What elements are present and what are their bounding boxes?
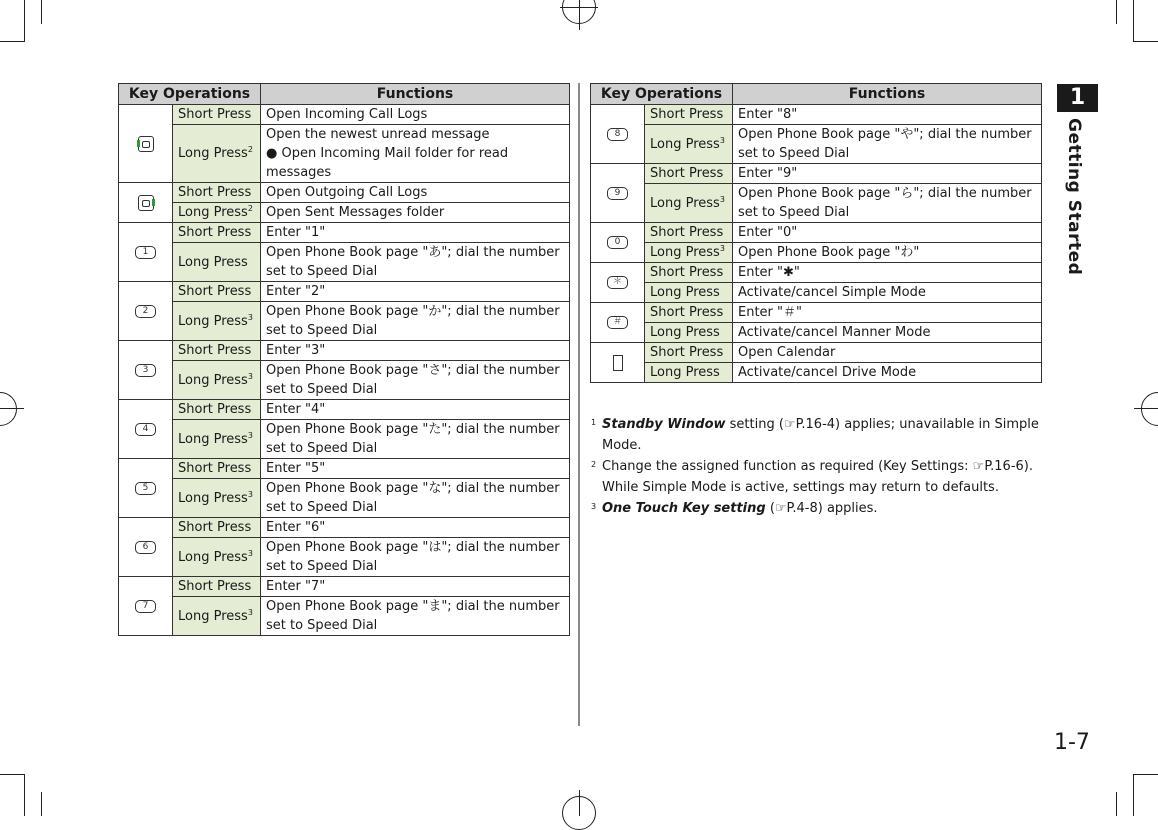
short-press-label: Short Press (645, 343, 733, 363)
function-text: Enter "＃" (733, 303, 1042, 323)
outgoing-mail-key (119, 183, 173, 223)
key-9-icon: 9 (607, 187, 628, 200)
footnote-3-term: One Touch Key setting (602, 501, 766, 516)
long-press-label: Long Press$^3$ (173, 302, 261, 341)
crop-mark (1116, 792, 1117, 816)
key-4 (119, 400, 173, 459)
short-press-label: Short Press (173, 341, 261, 361)
registration-line (1134, 408, 1158, 409)
outgoing-mail-key-icon (138, 195, 154, 211)
function-text: Open Sent Messages folder (261, 203, 570, 223)
crop-mark (41, 0, 42, 24)
table-row (591, 223, 1042, 243)
page-number: 1-7 (1054, 730, 1090, 755)
table-row (591, 105, 1042, 125)
key-1 (119, 223, 173, 282)
function-text: Open Phone Book page "な"; dial the number set to Speed Dial (261, 479, 570, 518)
table-row (119, 361, 570, 400)
short-press-label: Short Press (173, 518, 261, 538)
long-press-label: Long Press (645, 283, 733, 303)
table-row (119, 341, 570, 361)
key-6 (119, 518, 173, 577)
table-row (119, 479, 570, 518)
key-star (591, 263, 645, 303)
table-row (591, 363, 1042, 383)
chapter-title: Getting Started (1064, 118, 1084, 276)
function-text: Enter "✱" (733, 263, 1042, 283)
table-row (591, 303, 1042, 323)
long-press-label: Long Press$^3$ (645, 184, 733, 223)
key-1-icon: 1 (135, 246, 156, 259)
long-press-label: Long Press (645, 363, 733, 383)
function-text: Activate/cancel Manner Mode (733, 323, 1042, 343)
table-row (119, 105, 570, 125)
function-text: Enter "1" (261, 223, 570, 243)
table-row (119, 282, 570, 302)
table-row (591, 243, 1042, 263)
table-row (119, 183, 570, 203)
function-text: Open Phone Book page "か"; dial the number set to Speed Dial (261, 302, 570, 341)
function-text: Open the newest unread message ● Open Incoming Mail folder for read messages (261, 125, 570, 183)
function-text: Enter "9" (733, 164, 1042, 184)
table-row (119, 597, 570, 636)
key-6-icon: 6 (135, 541, 156, 554)
function-text: Activate/cancel Simple Mode (733, 283, 1042, 303)
footnotes (591, 414, 1041, 519)
table-row (119, 302, 570, 341)
table-row (591, 263, 1042, 283)
function-text: Activate/cancel Drive Mode (733, 363, 1042, 383)
key-hash (591, 303, 645, 343)
table-row (119, 203, 570, 223)
function-text: Enter "3" (261, 341, 570, 361)
table-row (591, 164, 1042, 184)
short-press-label: Short Press (645, 105, 733, 125)
key-7 (119, 577, 173, 636)
short-press-label: Short Press (173, 577, 261, 597)
footnote-3: 3 One Touch Key setting (☞P.4-8) applies. (591, 501, 878, 516)
long-press-label: Long Press$^2$ (173, 125, 261, 183)
footnote-2: 2 Change the assigned function as required (Key Settings: ☞P.16-6). While Simple Mode is active, settings may return to defaults. (591, 459, 1033, 495)
function-text: Open Phone Book page "や"; dial the number set to Speed Dial (733, 125, 1042, 164)
long-press-label: Long Press$^3$ (173, 479, 261, 518)
footnote-1: 1 Standby Window setting (☞P.16-4) applies; unavailable in Simple Mode. (591, 417, 1039, 453)
short-press-label: Short Press (645, 303, 733, 323)
function-text: Open Outgoing Call Logs (261, 183, 570, 203)
function-text: Open Phone Book page "さ"; dial the number set to Speed Dial (261, 361, 570, 400)
crop-mark (1116, 0, 1117, 24)
incoming-mail-key (119, 105, 173, 183)
long-press-label: Long Press$^3$ (173, 361, 261, 400)
function-text: Enter "5" (261, 459, 570, 479)
long-press-label: Long Press$^3$ (173, 597, 261, 636)
short-press-label: Short Press (173, 105, 261, 125)
crop-mark (0, 41, 24, 42)
column-divider (578, 83, 580, 726)
short-press-label: Short Press (173, 183, 261, 203)
registration-line (579, 0, 580, 30)
table-header-row (591, 84, 1042, 105)
short-press-label: Short Press (173, 459, 261, 479)
function-text: Open Phone Book page "わ" (733, 243, 1042, 263)
function-text: Enter "4" (261, 400, 570, 420)
star-key-icon: ＊ (607, 276, 628, 289)
short-press-label: Short Press (645, 223, 733, 243)
header-functions: Functions (261, 84, 570, 105)
table-row (591, 343, 1042, 363)
crop-mark (1134, 774, 1158, 775)
table-row (119, 538, 570, 577)
long-press-label: Long Press$^3$ (173, 538, 261, 577)
table-row (119, 518, 570, 538)
key-5 (119, 459, 173, 518)
crop-mark (1134, 41, 1158, 42)
key-4-icon: 4 (135, 423, 156, 436)
table-row (119, 577, 570, 597)
function-text: Enter "7" (261, 577, 570, 597)
table-row (591, 125, 1042, 164)
function-text: Open Phone Book page "た"; dial the number set to Speed Dial (261, 420, 570, 459)
crop-mark (0, 774, 24, 775)
function-text: Enter "2" (261, 282, 570, 302)
short-press-label: Short Press (645, 164, 733, 184)
key-3 (119, 341, 173, 400)
side-key (591, 343, 645, 383)
crop-mark (1133, 0, 1134, 42)
key-0 (591, 223, 645, 263)
header-functions: Functions (733, 84, 1042, 105)
chapter-number-tab: 1 (1057, 84, 1098, 112)
long-press-label: Long Press (173, 243, 261, 282)
short-press-label: Short Press (173, 223, 261, 243)
table-row (119, 223, 570, 243)
key-5-icon: 5 (135, 482, 156, 495)
function-text: Enter "8" (733, 105, 1042, 125)
table-row (119, 125, 570, 183)
function-text: Open Phone Book page "は"; dial the number set to Speed Dial (261, 538, 570, 577)
table-row (119, 243, 570, 282)
side-key-icon (613, 355, 623, 371)
table-row (119, 459, 570, 479)
function-text: Open Phone Book page "ら"; dial the number set to Speed Dial (733, 184, 1042, 223)
key-8-icon: 8 (607, 128, 628, 141)
long-press-label: Long Press (645, 323, 733, 343)
hash-key-icon: ＃ (607, 316, 628, 329)
incoming-mail-key-icon (138, 136, 154, 152)
crop-mark (1133, 774, 1134, 816)
crop-mark (24, 0, 25, 42)
long-press-label: Long Press$^3$ (645, 243, 733, 263)
key-8 (591, 105, 645, 164)
header-key-operations: Key Operations (119, 84, 261, 105)
function-text: Open Incoming Call Logs (261, 105, 570, 125)
key-2-icon: 2 (135, 305, 156, 318)
short-press-label: Short Press (173, 282, 261, 302)
key-9 (591, 164, 645, 223)
function-text: Open Phone Book page "あ"; dial the number set to Speed Dial (261, 243, 570, 282)
crop-mark (41, 792, 42, 816)
function-text: Open Phone Book page "ま"; dial the number set to Speed Dial (261, 597, 570, 636)
table-row (119, 400, 570, 420)
key-2 (119, 282, 173, 341)
key-7-icon: 7 (135, 600, 156, 613)
crop-mark (24, 774, 25, 816)
footnote-1-term: Standby Window (602, 417, 726, 432)
key-0-icon: 0 (607, 236, 628, 249)
key-operations-table-right (590, 83, 1042, 383)
registration-line (0, 408, 24, 409)
table-row (591, 283, 1042, 303)
table-header-row (119, 84, 570, 105)
registration-line (560, 7, 598, 8)
header-key-operations: Key Operations (591, 84, 733, 105)
table-row (119, 420, 570, 459)
key-operations-table-left (118, 83, 570, 636)
registration-line (579, 790, 580, 816)
short-press-label: Short Press (645, 263, 733, 283)
short-press-label: Short Press (173, 400, 261, 420)
long-press-label: Long Press$^2$ (173, 203, 261, 223)
long-press-label: Long Press$^3$ (645, 125, 733, 164)
key-3-icon: 3 (135, 364, 156, 377)
table-row (591, 323, 1042, 343)
function-text: Enter "0" (733, 223, 1042, 243)
registration-mark-right (1141, 392, 1158, 426)
table-row (591, 184, 1042, 223)
registration-mark-left (0, 392, 17, 426)
function-text: Open Calendar (733, 343, 1042, 363)
function-text: Enter "6" (261, 518, 570, 538)
long-press-label: Long Press$^3$ (173, 420, 261, 459)
